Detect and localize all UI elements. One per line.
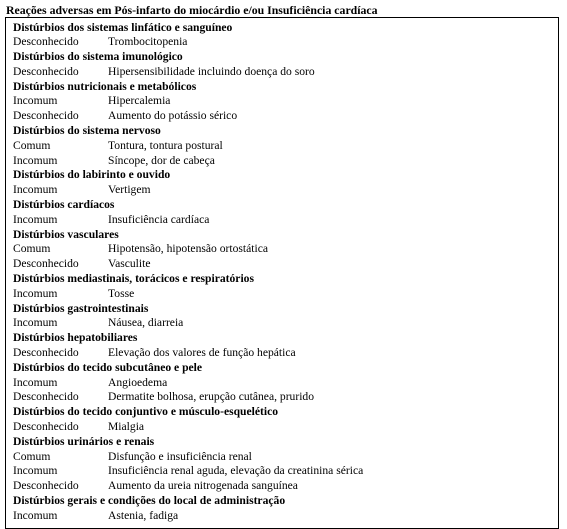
table-row bbox=[13, 390, 553, 405]
reaction-cell: Aumento do potássio sérico bbox=[108, 109, 238, 123]
frequency-cell: Incomum bbox=[13, 316, 58, 330]
section-heading: Distúrbios do sistema nervoso bbox=[13, 124, 161, 138]
frequency-cell: Desconhecido bbox=[13, 420, 79, 434]
section-heading: Distúrbios do tecido subcutâneo e pele bbox=[13, 360, 203, 374]
reaction-cell: Disfunção e insuficiência renal bbox=[108, 449, 252, 463]
table-row bbox=[13, 154, 553, 169]
reaction-cell: Vasculite bbox=[108, 257, 151, 271]
adverse-reactions-table bbox=[13, 21, 553, 524]
table-row bbox=[13, 242, 553, 257]
section-heading: Distúrbios nutricionais e metabólicos bbox=[13, 79, 197, 93]
section-heading: Distúrbios do sistema imunológico bbox=[13, 50, 183, 64]
reaction-cell: Vertigem bbox=[108, 183, 151, 197]
section-heading: Distúrbios mediastinais, torácicos e respiratórios bbox=[13, 272, 254, 286]
section-heading: Distúrbios gerais e condições do local de administração bbox=[13, 494, 286, 507]
section-heading: Distúrbios do labirinto e ouvido bbox=[13, 168, 171, 182]
frequency-cell: Desconhecido bbox=[13, 346, 79, 360]
reaction-cell: Angioedema bbox=[108, 375, 168, 389]
frequency-cell: Desconhecido bbox=[13, 64, 79, 78]
frequency-cell: Incomum bbox=[13, 94, 58, 108]
reaction-cell: Insuficiência cardíaca bbox=[108, 212, 210, 226]
section-heading: Distúrbios dos sistemas linfático e sanguíneo bbox=[13, 20, 233, 34]
table-row bbox=[13, 509, 553, 524]
reaction-cell: Tosse bbox=[108, 286, 135, 300]
table-row bbox=[13, 450, 553, 465]
frequency-cell: Incomum bbox=[13, 153, 58, 167]
frequency-cell: Incomum bbox=[13, 212, 58, 226]
section-heading: Distúrbios vasculares bbox=[13, 227, 119, 241]
frequency-cell: Comum bbox=[13, 242, 51, 256]
frequency-cell: Comum bbox=[13, 138, 51, 152]
frequency-cell: Desconhecido bbox=[13, 479, 79, 493]
reaction-cell: Hipersensibilidade incluindo doença do soro bbox=[108, 64, 315, 78]
reaction-cell: Astenia, fadiga bbox=[108, 508, 179, 522]
table-row bbox=[13, 35, 553, 50]
frequency-cell: Desconhecido bbox=[13, 257, 79, 271]
frequency-cell: Desconhecido bbox=[13, 109, 79, 123]
table-row bbox=[13, 213, 553, 228]
table-row bbox=[13, 479, 553, 494]
frequency-cell: Incomum bbox=[13, 375, 58, 389]
table-row bbox=[13, 420, 553, 435]
table-row bbox=[13, 316, 553, 331]
reaction-cell: Dermatite bolhosa, erupção cutânea, prurido bbox=[108, 390, 315, 404]
table-title: Reações adversas em Pós-infarto do miocárdio e/ou Insuficiência cardíaca bbox=[6, 3, 378, 17]
frequency-cell: Comum bbox=[13, 449, 51, 463]
frequency-cell: Incomum bbox=[13, 183, 58, 197]
frequency-cell: Incomum bbox=[13, 508, 58, 522]
reaction-cell: Hipotensão, hipotensão ortostática bbox=[108, 242, 269, 256]
frequency-cell: Incomum bbox=[13, 286, 58, 300]
reaction-cell: Náusea, diarreia bbox=[108, 316, 184, 330]
reaction-cell: Trombocitopenia bbox=[108, 35, 188, 49]
table-row bbox=[13, 376, 553, 391]
section-heading: Distúrbios urinários e renais bbox=[13, 434, 155, 448]
table-row bbox=[13, 65, 553, 80]
table-row bbox=[13, 257, 553, 272]
section-heading: Distúrbios hepatobiliares bbox=[13, 331, 138, 345]
reaction-cell: Tontura, tontura postural bbox=[108, 138, 223, 152]
reaction-cell: Insuficiência renal aguda, elevação da creatinina sérica bbox=[108, 464, 364, 478]
table-row bbox=[13, 139, 553, 154]
frequency-cell: Desconhecido bbox=[13, 390, 79, 404]
section-heading: Distúrbios gastrointestinais bbox=[13, 301, 149, 315]
table-row bbox=[13, 346, 553, 361]
section-heading: Distúrbios do tecido conjuntivo e músculo-esquelético bbox=[13, 405, 279, 419]
reaction-cell: Síncope, dor de cabeça bbox=[108, 153, 215, 167]
reaction-cell: Elevação dos valores de função hepática bbox=[108, 346, 296, 360]
reaction-cell: Mialgia bbox=[108, 420, 145, 434]
table-row bbox=[13, 287, 553, 302]
table-row bbox=[13, 109, 553, 124]
reaction-cell: Hipercalemia bbox=[108, 94, 171, 108]
table-row bbox=[13, 464, 553, 479]
section-heading: Distúrbios cardíacos bbox=[13, 198, 115, 212]
frequency-cell: Desconhecido bbox=[13, 35, 79, 49]
reaction-cell: Aumento da ureia nitrogenada sanguínea bbox=[108, 479, 298, 493]
table-row bbox=[13, 183, 553, 198]
frequency-cell: Incomum bbox=[13, 464, 58, 478]
table-row bbox=[13, 94, 553, 109]
